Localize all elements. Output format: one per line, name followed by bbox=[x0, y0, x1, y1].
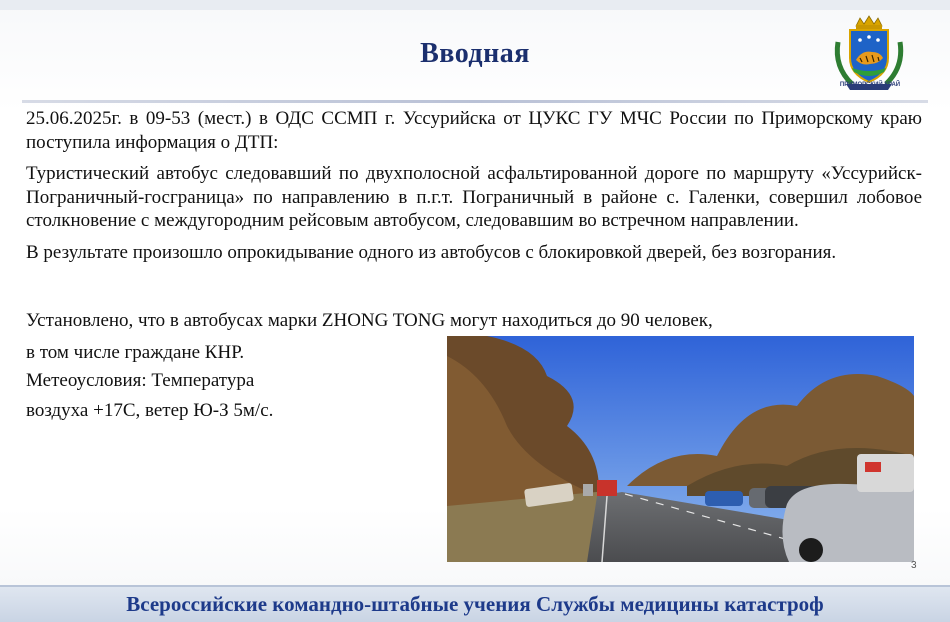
line-citizens: в том числе граждане КНР. bbox=[26, 342, 245, 363]
page-number: 3 bbox=[911, 560, 917, 571]
title-divider bbox=[22, 100, 928, 103]
emblem-caption: ПРИМОРСКИЙ КРАЙ bbox=[839, 82, 901, 88]
paragraph-incident-description: Туристический автобус следовавший по двухполосной асфальтированной дороге по маршруту «Уссурийск-Пограничный-госграница» по направлению в п.г.т. Пограничный в районе с. Галенки, совершил лобовое столкновение с междугородним рейсовым автобусом, следовавшим во встречном направлении. bbox=[26, 163, 922, 231]
slide-title: Вводная bbox=[420, 38, 530, 69]
top-strip bbox=[0, 0, 950, 10]
line-weather-label: Метеоусловия: Температура bbox=[26, 370, 255, 391]
footer-title: Всероссийские командно-штабные учения Службы медицины катастроф bbox=[126, 592, 824, 616]
paragraph-incident-result: В результате произошло опрокидывание одного из автобусов с блокировкой дверей, без возгорания. bbox=[26, 241, 837, 263]
accident-scene-photo bbox=[447, 336, 914, 562]
slide-body bbox=[26, 107, 922, 272]
paragraph-incident-report: 25.06.2025г. в 09-53 (мест.) в ОДС ССМП г. Уссурийска от ЦУКС ГУ МЧС России по Приморскому краю поступила информация о ДТП: bbox=[26, 108, 922, 153]
line-passengers: Установлено, что в автобусах марки ZHONG TONG могут находиться до 90 человек, bbox=[26, 310, 713, 331]
line-weather-values: воздуха +17С, ветер Ю-З 5м/с. bbox=[26, 400, 274, 421]
